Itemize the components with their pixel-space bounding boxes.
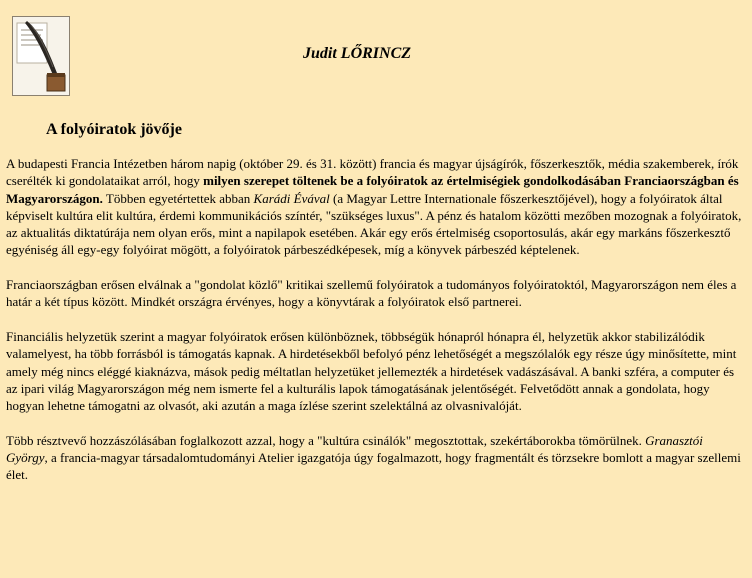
paragraph-text: , a francia-magyar társadalomtudományi Atelier igazgatója úgy fogalmazott, hogy fragmentált és törzsekre bomlott a magyar szellemi élet.: [6, 450, 741, 483]
article-title: A folyóiratok jövője: [46, 121, 182, 138]
paragraph-text: Többen egyetértettek abban: [102, 190, 254, 206]
article-paragraph: [6, 155, 746, 259]
person-name: Granasztói György: [6, 432, 703, 466]
paragraph-text: Financiális helyzetük szerint a magyar folyóiratok erősen különböznek, többségük hónapról hónapra él, helyzetük akkor stabilizálódik valamelyest, ha több forrásból is támogatás kapnak. A hirdetésekből befolyó pénz lehetőségét a megszólalók egy része úgy minősítette, mint amely még nincs eléggé kiaknázva, mások pedig méltatlan helyzetüket jellemezték a hirdetések vadászásával. A banki szféra, a computer és az ipari világ Magyarországon még nem ismerte fel a kulturális lapok támogatásának jelentőségét. Felvetődött annak a gondolata, hogy hogyan lehetne támogatni az olvasót, aki azután a maga ízlése szerint szelektálná az olvasnivalóját.: [6, 328, 737, 414]
paragraph-text: Franciaországban erősen elválnak a "gondolat közlő" kritikai szellemű folyóiratok a tudományos folyóiratoktól, Magyarországon nem éles a határ a két típus között. Mindkét országra érvényes, hogy a könyvtárak a folyóiratok első partnerei.: [6, 277, 737, 310]
article-body: [6, 155, 746, 501]
paragraph-text: (a Magyar Lettre Internationale főszerkesztőjével), hogy a folyóiratok által képviselt kultúra elit kultúra, érdemi kommunikációs színtér, "szükséges luxus". A pénz és hatalom közötti mezőben mozognak a folyóiratok, az aktualitás diktatúrája nem olyan erős, mint a napilapok esetében. Akár egy erős értelmiség csoportosulás, akár egy markáns főszerkesztő egyéniség áll egy-egy folyóirat mögött, a folyóiratok párbeszédképesek, míg a könyvek párbeszéd képtelenek.: [6, 190, 742, 258]
author-name: Judit LŐRINCZ: [303, 45, 412, 62]
quill-pen-icon: [12, 16, 70, 96]
paragraph-text: Több résztvevő hozzászólásában foglalkozott azzal, hogy a "kultúra csinálók" megosztottak, szekértáborokba tömörülnek.: [6, 432, 646, 448]
article-paragraph: [6, 432, 746, 484]
emphasis-text: milyen szerepet töltenek be a folyóiratok az értelmiségiek gondolkodásában Franciaországban és Magyarországon.: [6, 173, 739, 206]
paragraph-text: A budapesti Francia Intézetben három napig (október 29. és 31. között) francia és magyar újságírók, főszerkesztők, média szakemberek, írók cserélték ki gondolataikat arról, hogy: [6, 156, 739, 189]
article-paragraph: [6, 328, 746, 414]
person-name: Karádi Évával: [253, 190, 330, 206]
article-paragraph: [6, 276, 746, 311]
